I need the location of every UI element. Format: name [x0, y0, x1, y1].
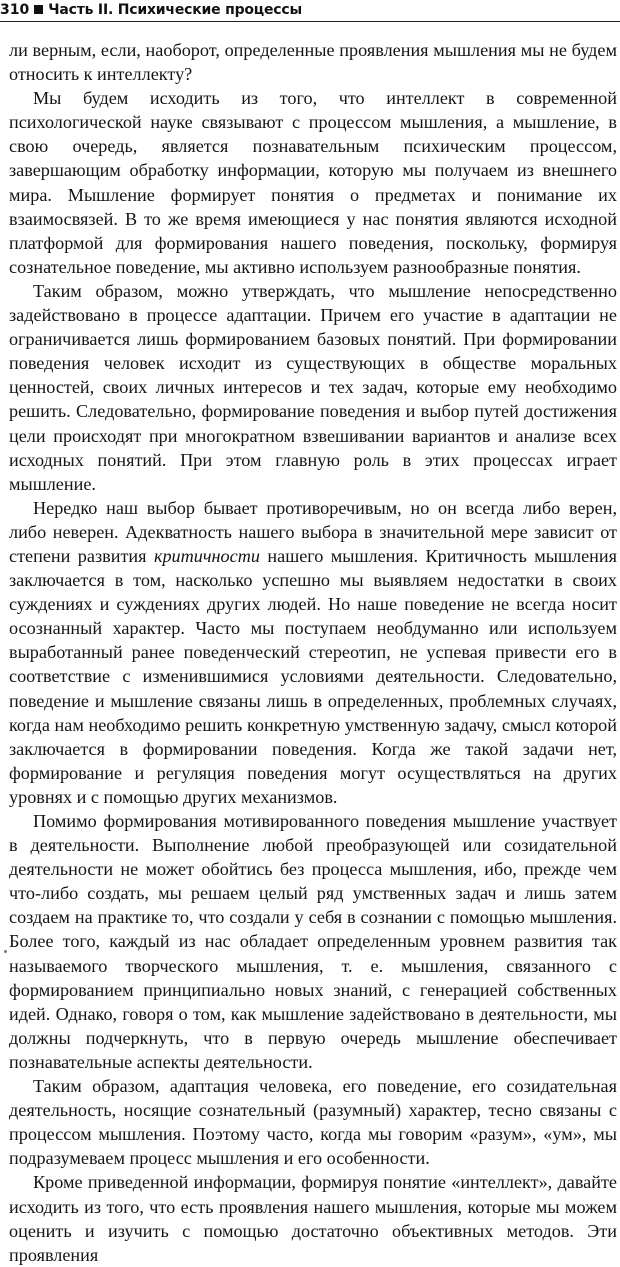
paragraph: Кроме приведенной информации, формируя понятие «интеллект», давайте исходить из того, что есть проявления нашего мышления, которые мы можем оценить и изучить с помощью достаточно объективных методов. Эти проявления — [9, 1172, 617, 1265]
paragraph: Таким образом, адаптация человека, его поведение, его созидательная деятельность, носящие сознательный (разумный) характер, тесно связаны с процессом мышления. Поэтому часто, когда мы говорим «разум», «ум», мы подразумеваем процесс мышления и его особенности. — [9, 1076, 617, 1169]
paragraph — [9, 496, 617, 809]
paragraph: Помимо формирования мотивированного поведения мышление участвует в деятельности. Выполнение любой преобразующей или созидательной деятельности не может обойтись без процесса мышления, ибо, прежде чем что-либо создать, мы решаем целый ряд умственных задач и лишь затем создаем на практике то, что создали у себя в сознании с помощью мышления. Более того, каждый из нас обладает определенным уровнем развития так называемого творческого мышления, т. е. мышления, связанного с формированием принципиально новых знаний, с генерацией собственных идей. Однако, говоря о том, как мышление задействовано в деятельности, мы должны подчеркнуть, что в первую очередь мышление обеспечивает познавательные аспекты деятельности. — [9, 811, 617, 1072]
emphasized-term: критичности — [153, 545, 260, 566]
square-bullet-icon — [34, 5, 43, 14]
paragraph: Мы будем исходить из того, что интеллект в современной психологической науке связывают с процессом мышления, а мышление, в свою очередь, является познавательным психическим процессом, завершающим обработку информации, которую мы получаем из внешнего мира. Мышление формирует понятия о предметах и понимание их взаимосвязей. В то же время имеющиеся у нас понятия являются исходной платформой для формирования нашего поведения, поскольку, формируя сознательное поведение, мы активно используем разнообразные понятия. — [9, 88, 617, 277]
paragraph: Таким образом, можно утверждать, что мышление непосредственно задействовано в процессе адаптации. Причем его участие в адаптации не ограничивается лишь формированием базовых понятий. При формировании поведения человек исходит из существующих в обществе моральных ценностей, своих личных интересов и тех задач, которые ему необходимо решить. Следовательно, формирование поведения и выбор путей достижения цели происходят при многократном взвешивании вариантов и анализе всех исходных понятий. При этом главную роль в этих процессах играет мышление. — [9, 280, 617, 494]
body-text — [9, 38, 617, 1267]
paragraph-segment: Нередко наш выбор бывает противоречивым, но он всегда либо верен, либо неверен. Адекватность нашего выбора в значительной мере зависит от степени развития — [9, 497, 617, 566]
running-header — [0, 0, 400, 20]
paragraph-segment: нашего мышления. Критичность мышления заключается в том, насколько успешно мы выявляем недостатки в своих суждениях и суждениях других людей. Но наше поведение не всегда носит осознанный характер. Часто мы поступаем необдуманно или используем выработанный ранее поведенческий стереотип, не успевая привести его в соответствие с изменившимися условиями деятельности. Следовательно, поведение и мышление связаны лишь в определенных, проблемных случаях, когда нам необходимо решить конкретную умственную задачу, смысл которой заключается в формировании поведения. Когда же такой задачи нет, формирование и регуляция поведения могут осуществляться на других уровнях и с помощью других механизмов. — [9, 545, 617, 807]
paragraph: ли верным, если, наоборот, определенные проявления мышления мы не будем относить к интеллекту? — [9, 40, 617, 85]
scan-speck — [4, 950, 7, 953]
running-title: Часть II. Психические процессы — [48, 2, 302, 18]
header-rule — [0, 21, 620, 22]
page-number: 310 — [0, 2, 30, 18]
